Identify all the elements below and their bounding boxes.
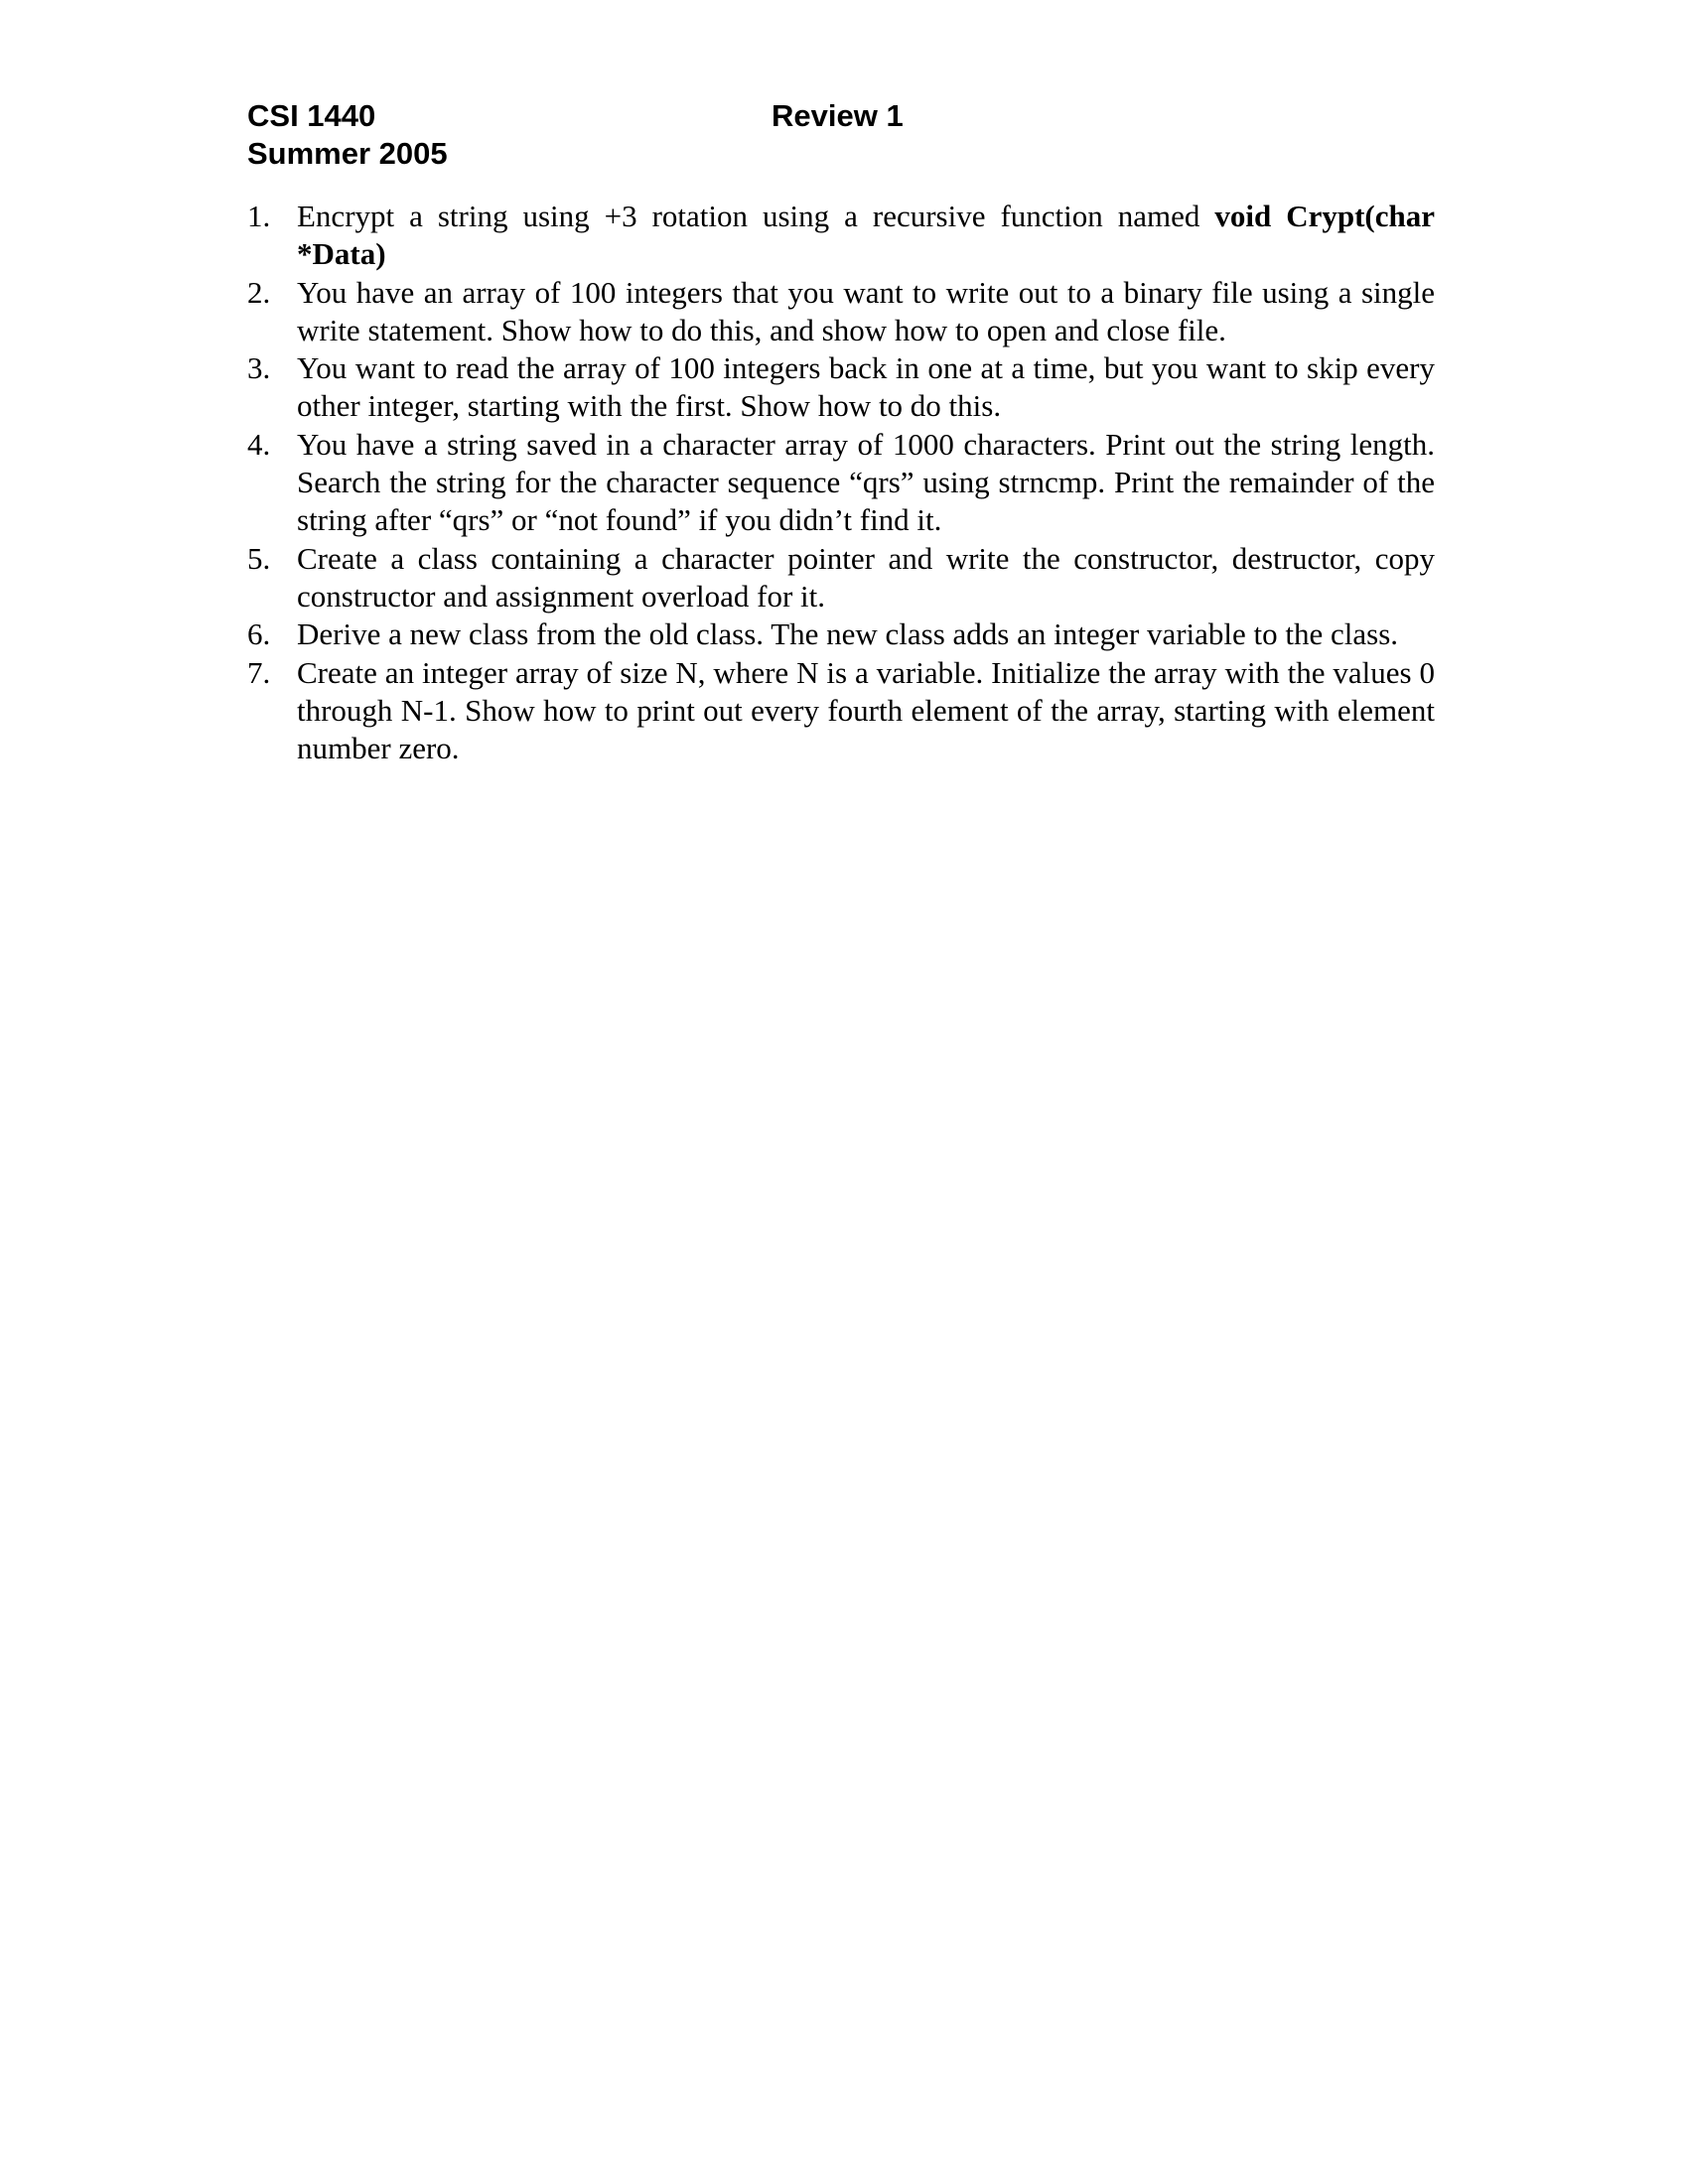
question-number: 6. xyxy=(247,616,271,652)
question-number: 4. xyxy=(247,426,271,462)
question-list xyxy=(247,198,1435,767)
question-item-2 xyxy=(247,274,1435,350)
question-text: You have a string saved in a character array of 1000 characters. Print out the string length. Search the string for the character sequence “qrs” using strncmp. Print the remainder of the string after “qrs” or “not found” if you didn’t find it. xyxy=(297,426,1435,538)
question-item-6 xyxy=(247,615,1435,653)
question-text: Derive a new class from the old class. The new class adds an integer variable to the class. xyxy=(297,616,1399,652)
function-signature: void Crypt(char *Data) xyxy=(297,199,1436,272)
document-title: Review 1 xyxy=(772,98,904,133)
question-text: You have an array of 100 integers that you want to write out to a binary file using a single write statement. Show how to do this, and show how to open and close file. xyxy=(297,274,1435,347)
question-item-4 xyxy=(247,426,1435,540)
question-text: You want to read the array of 100 integers back in one at a time, but you want to skip every other integer, starting with the first. Show how to do this. xyxy=(297,350,1435,424)
question-number: 7. xyxy=(247,654,271,690)
question-item-7 xyxy=(247,654,1435,768)
document-header xyxy=(247,97,1439,173)
question-number: 1. xyxy=(247,199,271,233)
question-number: 5. xyxy=(247,540,271,576)
question-item-1 xyxy=(247,198,1435,274)
question-number: 3. xyxy=(247,350,271,386)
header-row-2 xyxy=(247,135,1439,173)
header-row-1 xyxy=(247,97,1439,135)
course-code: CSI 1440 xyxy=(247,98,376,133)
question-text: Create an integer array of size N, where N is a variable. Initialize the array with the values 0 through N-1. Show how to print out every fourth element of the array, starting with element number zero. xyxy=(297,654,1435,766)
question-item-5 xyxy=(247,540,1435,616)
question-number: 2. xyxy=(247,274,271,310)
course-term: Summer 2005 xyxy=(247,136,448,171)
question-item-3 xyxy=(247,349,1435,426)
question-text: Create a class containing a character pointer and write the constructor, destructor, copy constructor and assignment overload for it. xyxy=(297,540,1435,614)
question-text: Encrypt a string using +3 rotation using a recursive function named xyxy=(297,199,1215,233)
